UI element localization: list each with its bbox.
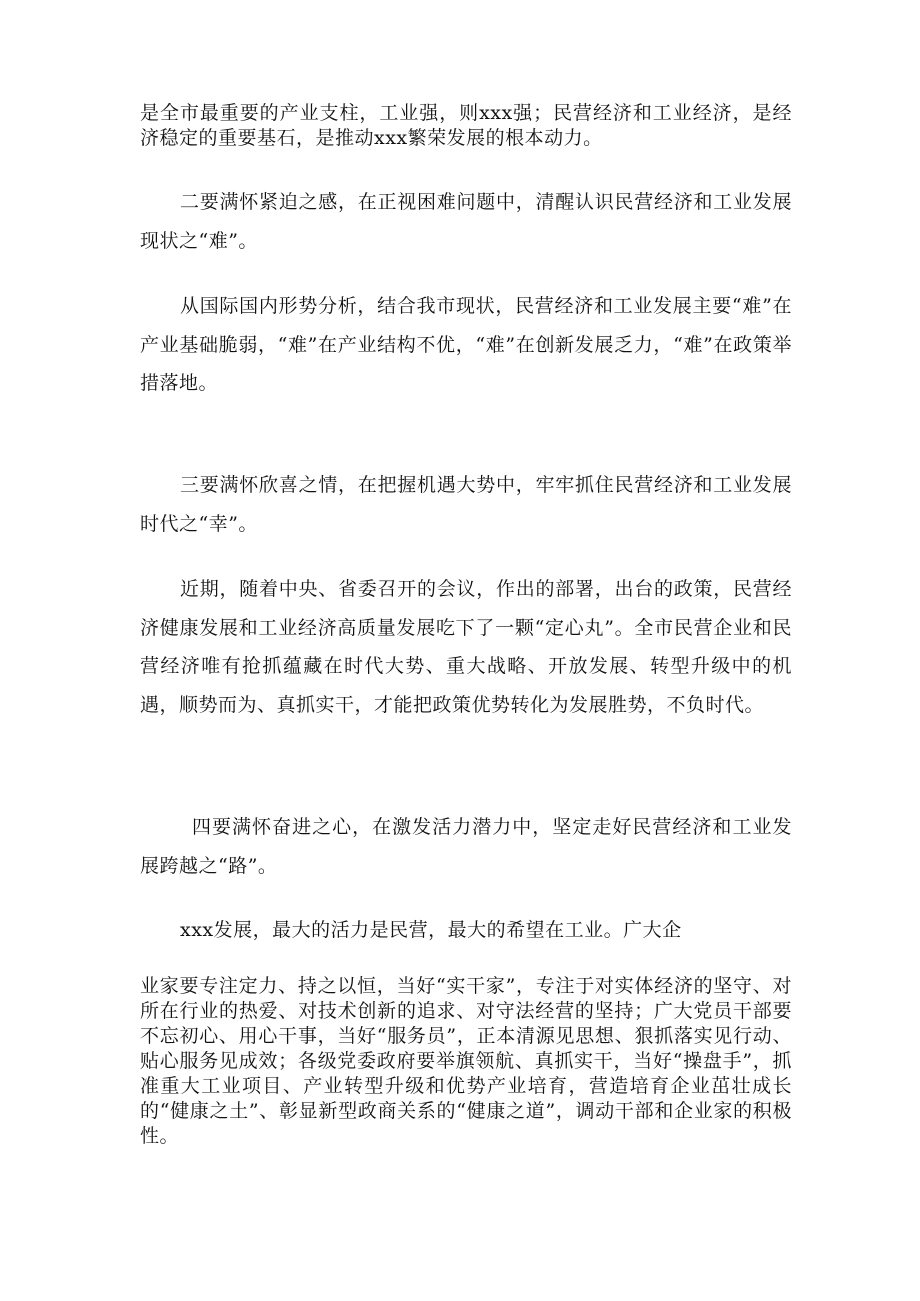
paragraph-industry-pillar: 是全市最重要的产业支柱，工业强，则xxx强；民营经济和工业经济，是经济稳定的重要基石，是推动xxx繁荣发展的根本动力。 — [140, 102, 792, 149]
paragraph-recent-policies: 近期，随着中央、省委召开的会议，作出的部署，出台的政策，民营经济健康发展和工业经济高质量发展吃下了一颗“定心丸”。全市民营企业和民营经济唯有抢抓蕴藏在时代大势、重大战略、开放发展、转型升级中的机遇，顺势而为、真抓实干，才能把政策优势转化为发展胜势，不负时代。 — [140, 578, 792, 716]
paragraph-heading-urgency: 二要满怀紧迫之感，在正视困难问题中，清醒认识民营经济和工业发展现状之“难”。 — [140, 191, 792, 252]
paragraph-heading-path: 四要满怀奋进之心，在激发活力潜力中，坚定走好民营经济和工业发展跨越之“路”。 — [140, 816, 792, 877]
paragraph-roles: 业家要专注定力、持之以恒，当好“实干家”，专注于对实体经济的坚守、对所在行业的热爱、对技术创新的追求、对守法经营的坚持；广大党员干部要不忘初心、用心干事，当好“服务员”，正本清源见思想、狠抓落实见行动、贴心服务见成效；各级党委政府要举旗领航、真抓实干，当好“操盘手”，抓准重大工业项目、产业转型升级和优势产业培育，营造培育企业茁壮成长的“健康之土”、彰显新型政商关系的“健康之道”，调动干部和企业家的积极性。 — [140, 975, 792, 1147]
paragraph-difficulties: 从国际国内形势分析，结合我市现状，民营经济和工业发展主要“难”在产业基础脆弱，“难”在产业结构不优，“难”在创新发展乏力，“难”在政策举措落地。 — [140, 295, 792, 394]
paragraph-development-intro: xxx发展，最大的活力是民营，最大的希望在工业。广大企 — [180, 919, 682, 941]
paragraph-heading-opportunity: 三要满怀欣喜之情，在把握机遇大势中，牢牢抓住民营经济和工业发展时代之“幸”。 — [140, 474, 792, 535]
